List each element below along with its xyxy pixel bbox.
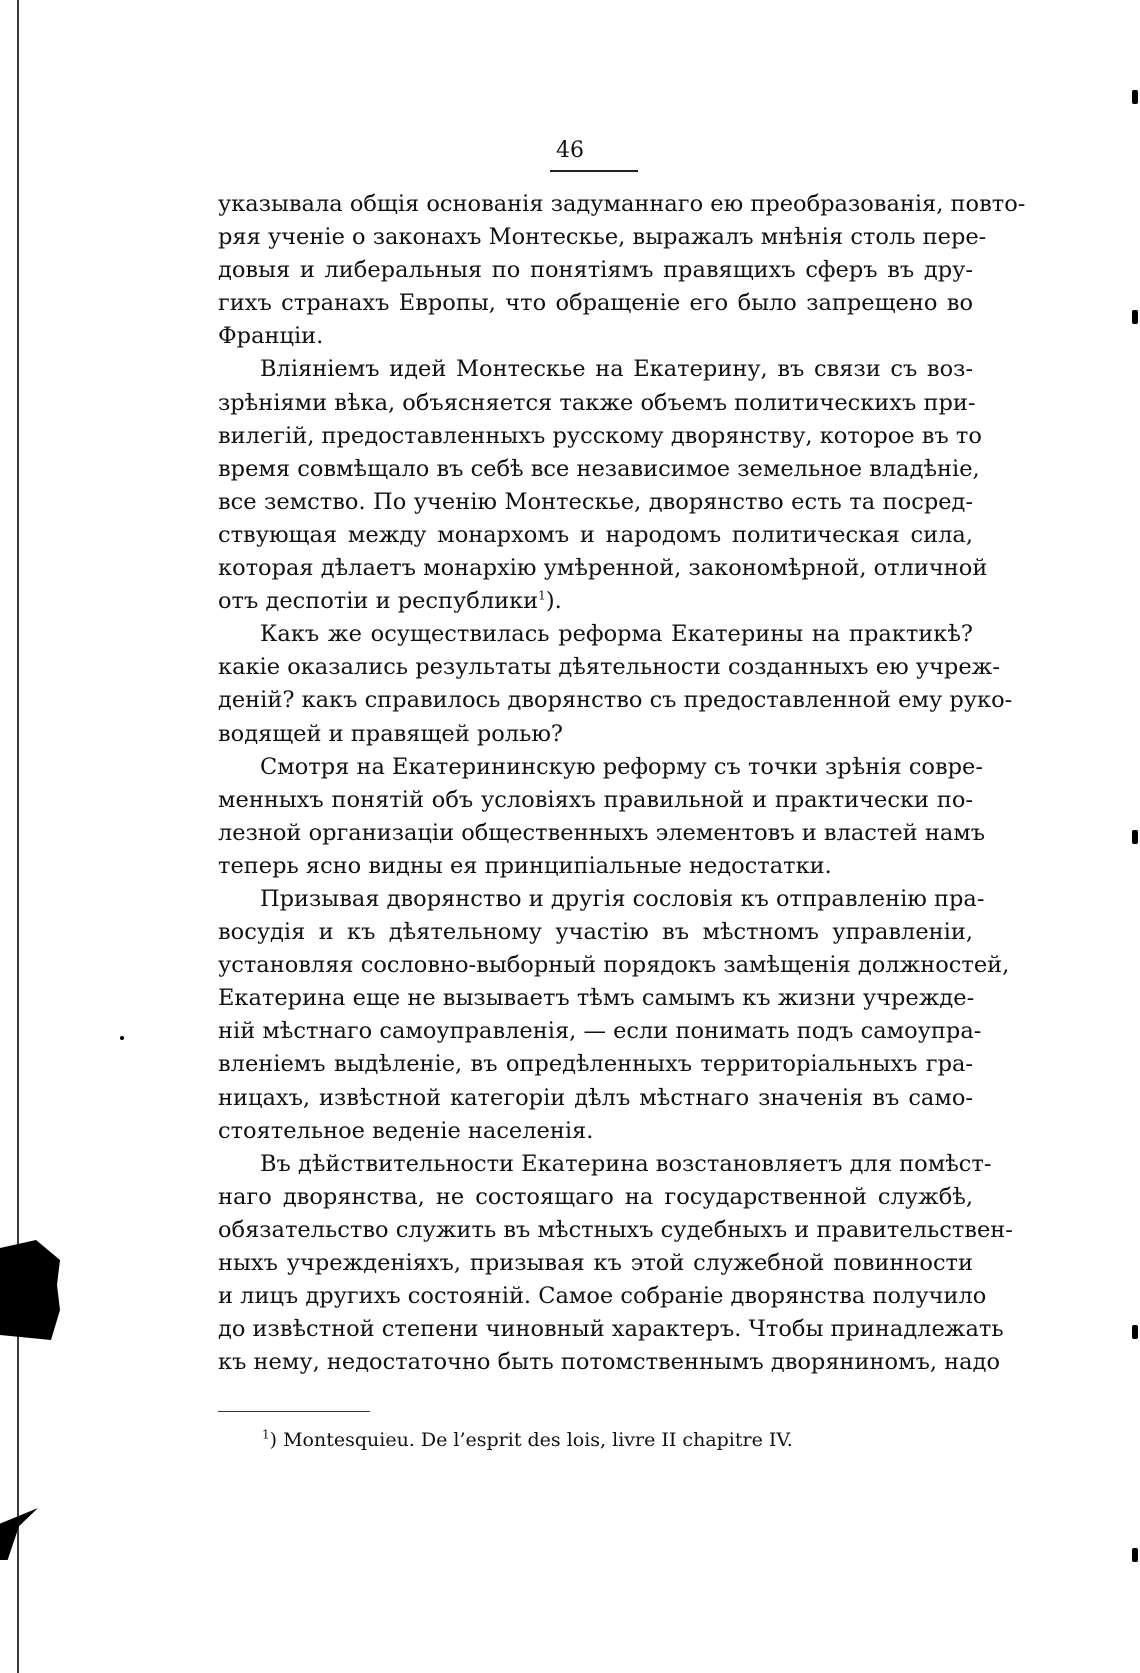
ink-corner-mark [0, 1508, 38, 1560]
text-line-content: вилегiй, предоставленныхъ русскому дворянству, которое въ то [218, 422, 982, 449]
text-line-content: все земство. По ученiю Монтескье, дворянство есть та посред- [218, 488, 973, 515]
text-line [218, 1313, 1004, 1346]
text-line-content: которая дѣлаетъ монархiю умѣренной, закономѣрной, отличной [218, 555, 988, 582]
text-line-content: установляя сословно-выборный порядокъ замѣщенiя должностей, [218, 952, 1010, 979]
scan-edge-mark [1132, 830, 1138, 844]
page-number: 46 [556, 138, 584, 163]
text-line-content: водящей и правящей ролью? [218, 720, 563, 747]
page-number-underline [550, 170, 638, 172]
text-line [218, 651, 1000, 684]
text-line-content: и лицъ другихъ состоянiй. Самое собранiе дворянства получило [218, 1283, 987, 1310]
text-line-content: лезной организацiи общественныхъ элементовъ и властей намъ [218, 819, 986, 846]
text-line-content: ницахъ, извѣстной категорiи дѣлъ мѣстнаго значенiя въ само- [218, 1084, 973, 1111]
text-line [218, 320, 973, 353]
text-line [218, 1181, 973, 1214]
text-line-content: ряя ученiе о законахъ Монтескье, выражалъ мнѣнiя столь пере- [218, 224, 987, 251]
text-line-content: время совмѣщало въ себѣ все независимое земельное владѣнiе, [218, 455, 980, 482]
text-line-content: довыя и либеральныя по понятiямъ правящихъ сферъ въ дру- [218, 257, 973, 284]
text-line [218, 1280, 987, 1313]
text-line [218, 188, 1026, 221]
text-line-content: менныхъ понятiй объ условiяхъ правильной и практически по- [218, 786, 973, 813]
footnote-text: ) Montesquieu. De l’esprit des lois, livre II chapitre IV. [269, 1429, 793, 1451]
text-line-content: восудiя и къ дѣятельному участiю въ мѣстномъ управленiи, [218, 919, 973, 946]
footnote-separator [218, 1411, 370, 1412]
text-line-content: Какъ же осуществилась реформа Екатерины на практикѣ? [260, 621, 973, 648]
text-line-content: отъ деспотiи и республики [218, 588, 539, 615]
text-line-content: нiй мѣстнаго самоуправленiя, — если понимать подъ самоупра- [218, 1018, 982, 1045]
text-line [218, 1082, 973, 1115]
text-line [218, 982, 973, 1015]
text-line [218, 387, 976, 420]
text-line-content: вленiемъ выдѣленiе, въ опредѣленныхъ территорiальныхъ гра- [218, 1051, 973, 1078]
ink-blot-mark [0, 1240, 60, 1340]
text-line [218, 420, 982, 453]
scan-edge-mark [1132, 310, 1138, 324]
text-line-content: Екатерина еще не вызываетъ тѣмъ самымъ къ жизни учрежде- [218, 985, 975, 1012]
text-line-content: наго дворянства, не состоящаго на государственной службѣ, [218, 1183, 973, 1210]
text-line [218, 1247, 973, 1280]
text-line [218, 883, 985, 916]
text-line [218, 751, 983, 784]
text-line-content: Влiянiемъ идей Монтескье на Екатерину, въ связи съ воз- [260, 356, 973, 383]
text-line-content: указывала общiя основанiя задуманнаго ею преобразованiя, повто- [218, 191, 1026, 217]
scan-edge-mark [1132, 1325, 1138, 1339]
text-line [218, 684, 1013, 717]
text-line-content: ныхъ учрежденiяхъ, призывая къ этой служебной повинности [218, 1250, 973, 1276]
body-text [218, 188, 1026, 1379]
text-line [218, 916, 973, 949]
text-line-content: ствующая между монархомъ и народомъ политическая сила, [218, 521, 973, 548]
text-line-content: денiй? какъ справилось дворянство съ предоставленной ему руко- [218, 687, 1013, 714]
footnote [262, 1426, 793, 1454]
text-line-content: зрѣнiями вѣка, объясняется также объемъ политическихъ при- [218, 389, 976, 416]
text-line [218, 519, 973, 552]
text-line-content: до извѣстной степени чиновный характеръ. Чтобы принадлежать [218, 1316, 1004, 1343]
text-line [218, 453, 980, 486]
footnote-reference: 1 [538, 588, 546, 603]
text-line [218, 718, 973, 751]
scan-speck [120, 1036, 124, 1040]
text-line [218, 1115, 973, 1148]
text-line [218, 552, 988, 585]
text-line-content: Смотря на Екатерининскую реформу съ точки зрѣнiя совре- [260, 753, 983, 780]
text-line [218, 1148, 992, 1181]
text-line [218, 850, 973, 883]
text-line-tail: ). [545, 588, 562, 615]
text-line [218, 353, 973, 386]
text-line [218, 949, 1010, 982]
text-line-content: Францiи. [218, 323, 324, 350]
text-line [218, 1048, 973, 1081]
text-line-content: гихъ странахъ Европы, что обращенiе его было запрещено во [218, 290, 973, 317]
text-line [218, 1214, 1013, 1247]
text-line-content: обязательство служить въ мѣстныхъ судебныхъ и правительствен- [218, 1216, 1013, 1243]
text-line-content: стоятельное веденiе населенiя. [218, 1117, 594, 1144]
text-line [218, 486, 973, 519]
text-line [218, 287, 973, 320]
text-line [218, 221, 987, 254]
text-line-content: Призывая дворянство и другiя сословiя къ отправленiю пра- [260, 885, 985, 912]
text-line [218, 817, 986, 850]
scan-edge-mark [1132, 1548, 1138, 1562]
text-line [218, 1015, 982, 1048]
text-line [218, 784, 973, 817]
text-line [218, 254, 973, 287]
text-line-content: Въ дѣйствительности Екатерина возстановляетъ для помѣст- [260, 1150, 992, 1177]
text-line [218, 1346, 1000, 1379]
text-line-content: къ нему, недостаточно быть потомственнымъ дворяниномъ, надо [218, 1349, 1000, 1376]
page-binding-edge [17, 0, 19, 1673]
footnote-marker: 1 [262, 1427, 270, 1442]
text-line [218, 585, 973, 618]
text-line-content: какiе оказались результаты дѣятельности созданныхъ ею учреж- [218, 654, 1000, 681]
text-line [218, 618, 973, 651]
text-line-content: теперь ясно видны ея принципiальные недостатки. [218, 852, 832, 879]
scan-edge-mark [1132, 90, 1138, 104]
